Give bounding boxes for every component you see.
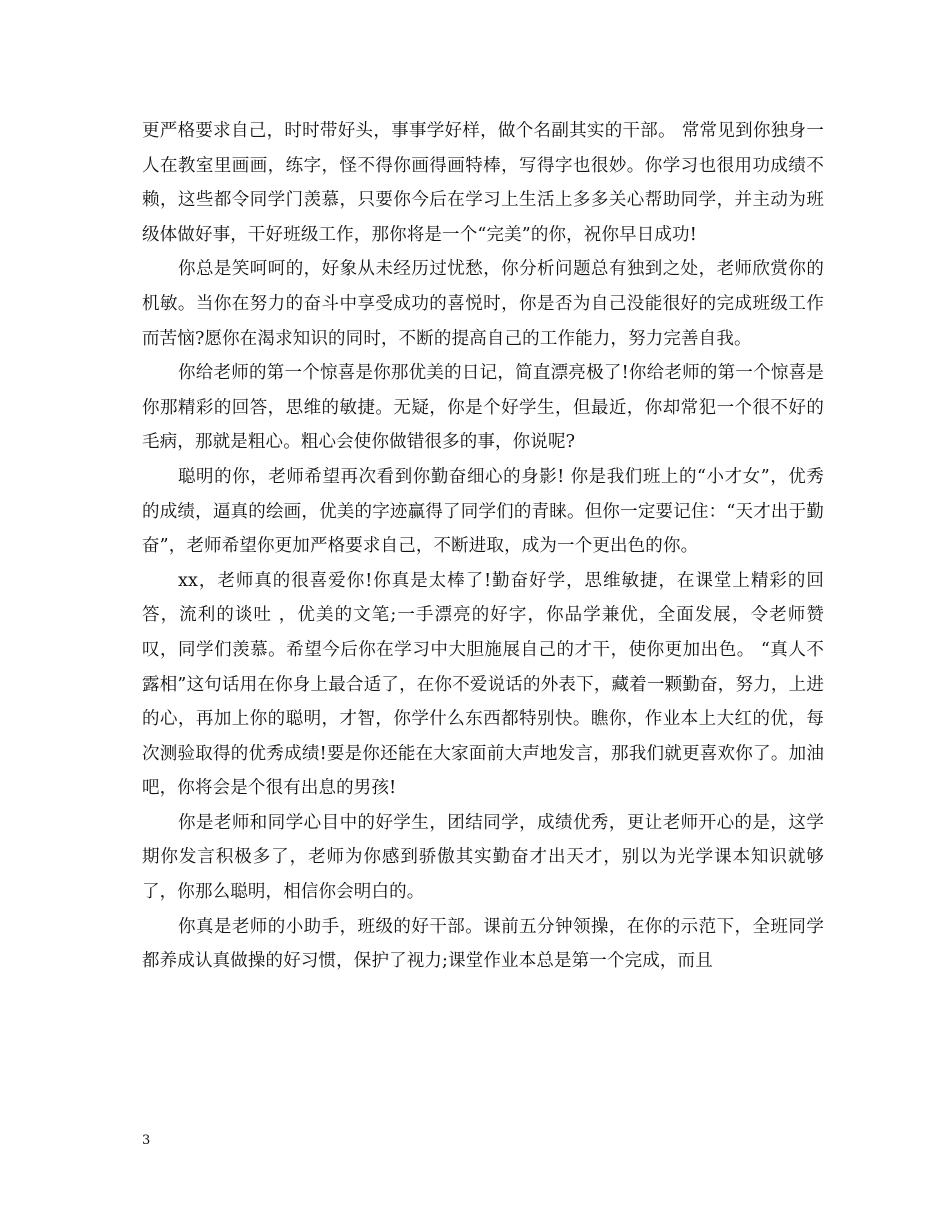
document-body <box>142 114 824 979</box>
paragraph-2: 你总是笑呵呵的，好象从未经历过忧愁，你分析问题总有独到之处，老师欣赏你的机敏。当你在努力的奋斗中享受成功的喜悦时，你是否为自己没能很好的完成班级工作而苦恼?愿你在渴求知识的同时，不断的提高自己的工作能力，努力完善自我。 <box>142 259 824 349</box>
paragraph-1: 更严格要求自己，时时带好头，事事学好样，做个名副其实的干部。 常常见到你独身一人在教室里画画，练字，怪不得你画得画特棒，写得字也很妙。你学习也很用功成绩不赖，这些都令同学门羡慕，只要你今后在学习上生活上多多关心帮助同学，并主动为班级体做好事，干好班级工作，那你将是一个“完美”的你，祝你早日成功! <box>142 121 824 245</box>
paragraph-7: 你真是老师的小助手，班级的好干部。课前五分钟领操，在你的示范下，全班同学都养成认真做操的好习惯，保护了视力;课堂作业本总是第一个完成，而且 <box>142 916 824 972</box>
paragraph-3: 你给老师的第一个惊喜是你那优美的日记，简直漂亮极了!你给老师的第一个惊喜是你那精彩的回答，思维的敏捷。无疑，你是个好学生，但最近，你却常犯一个很不好的毛病，那就是粗心。粗心会使你做错很多的事，你说呢? <box>142 363 824 453</box>
paragraph-5: xx，老师真的很喜爱你!你真是太棒了!勤奋好学，思维敏捷，在课堂上精彩的回答，流利的谈吐 ，优美的文笔;一手漂亮的好字，你品学兼优，全面发展，令老师赞叹，同学们羡慕。希望今后你在学习中大胆施展自己的才干，使你更加出色。 “真人不露相”这句话用在你身上最合适了，在你不爱说话的外表下，藏着一颗勤奋，努力，上进的心，再加上你的聪明，才智，你学什么东西都特别快。瞧你，作业本上大红的优，每次测验取得的优秀成绩!要是你还能在大家面前大声地发言，那我们就更喜欢你了。加油吧，你将会是个很有出息的男孩! <box>142 570 824 799</box>
paragraph-4: 聪明的你，老师希望再次看到你勤奋细心的身影! 你是我们班上的“小才女”，优秀的成绩，逼真的绘画，优美的字迹赢得了同学们的青睐。但你一定要记住：“天才出于勤奋”，老师希望你更加严格要求自己，不断进取，成为一个更出色的你。 <box>142 466 824 557</box>
paragraph-6: 你是老师和同学心目中的好学生，团结同学，成绩优秀，更让老师开心的是，这学期你发言积极多了，老师为你感到骄傲其实勤奋才出天才，别以为光学课本知识就够了，你那么聪明，相信你会明白的。 <box>142 812 824 903</box>
page-number: 3 <box>142 1133 151 1148</box>
